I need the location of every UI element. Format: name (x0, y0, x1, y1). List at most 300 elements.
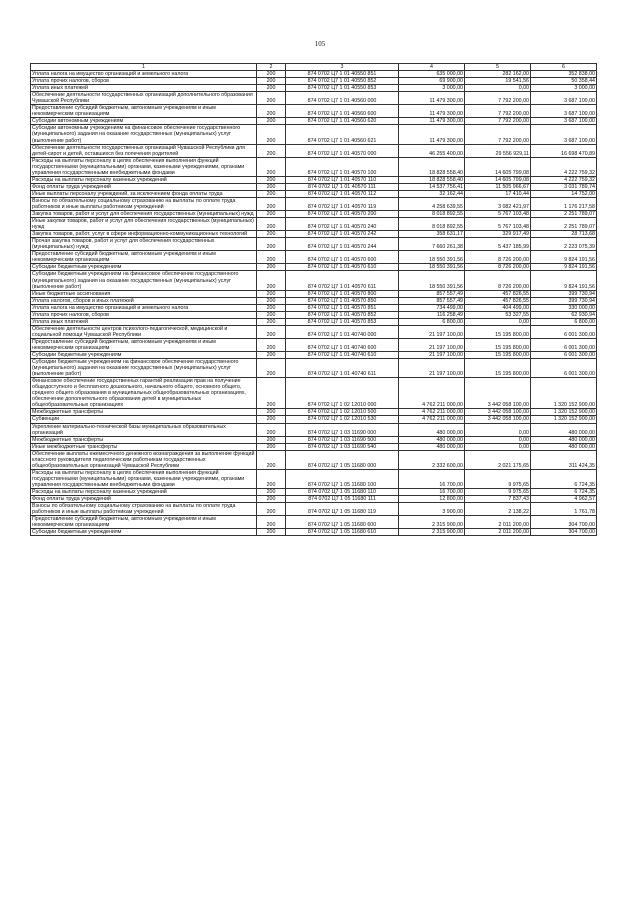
row-executed: 7 792 200,00 (465, 125, 531, 144)
row-budget-code: 874 0702 Ц7 1 01 40740 610 (286, 352, 399, 359)
row-approved: 12 800,00 (399, 496, 465, 503)
row-budget-code: 874 0702 Ц7 1 01 40570 000 (286, 144, 399, 157)
row-description: Прочая закупка товаров, работ и услуг для обеспечения государственных (муниципальных) нужд (31, 238, 257, 251)
row-executed: 7 792 200,00 (465, 105, 531, 118)
row-unexecuted: 4 222 759,32 (531, 176, 597, 183)
row-executed: 457 826,55 (465, 290, 531, 297)
table-row (31, 450, 597, 469)
row-approved: 18 828 558,40 (399, 176, 465, 183)
row-executed: 17 410,44 (465, 190, 531, 197)
row-approved: 16 700,00 (399, 489, 465, 496)
row-unexecuted: 3 687 100,00 (531, 118, 597, 125)
row-unexecuted: 3 687 100,00 (531, 125, 597, 144)
row-admin-code: 200 (257, 190, 286, 197)
row-description: Фонд оплаты труда учреждений (31, 496, 257, 503)
row-unexecuted: 1 761,78 (531, 503, 597, 516)
row-executed: 9 975,65 (465, 489, 531, 496)
row-executed: 0,00 (465, 423, 531, 436)
row-description: Финансовое обеспечение государственных гарантий реализации прав на получение общедоступного и бесплатного дошкольного, начального общего, основного общего, среднего общего образования в муниципальных общеобразовательных организациях, обеспечение дополнительного образования детей в муниципальных общеобразовательных организациях (31, 378, 257, 409)
row-executed: 3 442 058 100,00 (465, 378, 531, 409)
row-budget-code: 874 0702 Ц7 1 02 12010 500 (286, 409, 399, 416)
row-unexecuted: 3 031 789,74 (531, 183, 597, 190)
row-executed: 0,00 (465, 436, 531, 443)
row-unexecuted: 50 358,44 (531, 78, 597, 85)
row-admin-code: 200 (257, 85, 286, 92)
row-executed: 5 767 103,48 (465, 211, 531, 218)
table-row (31, 85, 597, 92)
row-admin-code: 200 (257, 311, 286, 318)
row-unexecuted: 352 838,00 (531, 71, 597, 78)
table-row (31, 496, 597, 503)
row-description: Обеспечение деятельности государственных организаций дополнительного образования Чувашской Республики (31, 92, 257, 105)
row-approved: 7 660 261,38 (399, 238, 465, 251)
row-admin-code: 200 (257, 489, 286, 496)
row-admin-code: 200 (257, 238, 286, 251)
row-budget-code: 874 0702 Ц7 1 05 11680 110 (286, 489, 399, 496)
row-executed: 457 826,55 (465, 297, 531, 304)
row-description: Предоставление субсидий бюджетным, автономным учреждениям и иным некоммерческим организациям (31, 105, 257, 118)
table-row (31, 92, 597, 105)
row-approved: 857 557,49 (399, 290, 465, 297)
table-body (31, 71, 597, 536)
table-row (31, 176, 597, 183)
row-unexecuted: 2 223 075,39 (531, 238, 597, 251)
row-unexecuted: 480 000,00 (531, 443, 597, 450)
table-row (31, 359, 597, 378)
row-approved: 14 537 756,41 (399, 183, 465, 190)
row-unexecuted: 4 222 759,32 (531, 157, 597, 176)
row-budget-code: 874 0702 Ц7 1 05 11680 100 (286, 469, 399, 488)
row-budget-code: 874 0702 Ц7 1 01 40560 621 (286, 125, 399, 144)
row-admin-code: 200 (257, 503, 286, 516)
row-executed: 53 327,55 (465, 311, 531, 318)
row-unexecuted: 2 251 789,07 (531, 218, 597, 231)
row-unexecuted: 1 176 217,58 (531, 197, 597, 210)
row-description: Расходы на выплаты персоналу казенных учреждений (31, 176, 257, 183)
row-description: Субвенции (31, 416, 257, 423)
row-executed: 2 021 175,65 (465, 450, 531, 469)
row-approved: 18 550 391,56 (399, 251, 465, 264)
row-executed: 282 162,00 (465, 71, 531, 78)
table-row (31, 271, 597, 290)
row-unexecuted: 311 424,35 (531, 450, 597, 469)
table-row (31, 304, 597, 311)
row-description: Фонд оплаты труда учреждений (31, 183, 257, 190)
table-row (31, 489, 597, 496)
table-row (31, 318, 597, 325)
row-description: Укрепление материально-технической базы муниципальных образовательных организаций (31, 423, 257, 436)
row-executed: 14 605 799,08 (465, 157, 531, 176)
row-approved: 4 762 211 000,00 (399, 409, 465, 416)
row-budget-code: 874 0702 Ц7 1 01 40570 111 (286, 183, 399, 190)
row-approved: 18 550 391,56 (399, 264, 465, 271)
row-approved: 11 479 300,00 (399, 118, 465, 125)
row-description: Обеспечение деятельности государственных организаций Чувашской Республики для детей-сирот и детей, оставшихся без попечения родителей (31, 144, 257, 157)
row-budget-code: 874 0702 Ц7 1 03 11690 500 (286, 436, 399, 443)
row-description: Субсидии бюджетным учреждениям (31, 264, 257, 271)
row-description: Расходы на выплаты персоналу в целях обеспечения выполнения функций государственными (муниципальными) органами, казенными учреждениями, органами управления государственными внебюджетными фондами (31, 157, 257, 176)
row-admin-code: 200 (257, 290, 286, 297)
row-unexecuted: 1 320 152 900,00 (531, 378, 597, 409)
row-admin-code: 200 (257, 231, 286, 238)
row-admin-code: 200 (257, 443, 286, 450)
row-unexecuted: 2 251 789,07 (531, 211, 597, 218)
row-approved: 6 800,00 (399, 318, 465, 325)
table-row (31, 78, 597, 85)
row-executed: 19 541,56 (465, 78, 531, 85)
table-row (31, 325, 597, 338)
row-admin-code: 200 (257, 378, 286, 409)
row-budget-code: 874 0702 Ц7 1 01 40570 244 (286, 238, 399, 251)
row-admin-code: 200 (257, 125, 286, 144)
table-row (31, 251, 597, 264)
row-budget-code: 874 0702 Ц7 1 01 40570 800 (286, 290, 399, 297)
row-executed: 329 917,49 (465, 231, 531, 238)
row-unexecuted: 480 000,00 (531, 436, 597, 443)
row-unexecuted: 6 724,35 (531, 469, 597, 488)
row-approved: 21 197 100,00 (399, 352, 465, 359)
row-description: Иные закупки товаров, работ и услуг для обеспечения государственных (муниципальных) нужд (31, 218, 257, 231)
row-budget-code: 874 0702 Ц7 1 01 40570 600 (286, 251, 399, 264)
row-budget-code: 874 0702 Ц7 1 05 11680 000 (286, 450, 399, 469)
row-unexecuted: 399 730,94 (531, 290, 597, 297)
row-approved: 857 557,49 (399, 297, 465, 304)
row-approved: 3 000,00 (399, 85, 465, 92)
table-row (31, 144, 597, 157)
row-approved: 21 197 100,00 (399, 325, 465, 338)
column-header: 3 (286, 64, 399, 71)
row-description: Уплата налога на имущество организаций и земельного налога (31, 304, 257, 311)
row-budget-code: 874 0702 Ц7 1 01 40570 112 (286, 190, 399, 197)
row-admin-code: 200 (257, 264, 286, 271)
page-number: 105 (314, 40, 326, 48)
table-row (31, 529, 597, 536)
row-budget-code: 874 0702 Ц7 1 01 40570 850 (286, 297, 399, 304)
row-approved: 480 000,00 (399, 443, 465, 450)
row-budget-code: 874 0702 Ц7 1 01 40570 853 (286, 318, 399, 325)
row-budget-code: 874 0702 Ц7 1 01 40570 100 (286, 157, 399, 176)
row-budget-code: 874 0702 Ц7 1 01 40560 620 (286, 118, 399, 125)
row-unexecuted: 28 713,68 (531, 231, 597, 238)
row-executed: 15 195 800,00 (465, 352, 531, 359)
row-admin-code: 200 (257, 450, 286, 469)
row-unexecuted: 480 000,00 (531, 423, 597, 436)
row-approved: 18 828 558,40 (399, 157, 465, 176)
row-unexecuted: 6 800,00 (531, 318, 597, 325)
row-executed: 8 726 200,00 (465, 251, 531, 264)
table-row (31, 157, 597, 176)
row-executed: 7 837,43 (465, 496, 531, 503)
row-description: Субсидии бюджетным учреждениям на финансовое обеспечение государственного (муниципального) задания на оказание государственных (муниципальных) услуг (выполнение работ) (31, 359, 257, 378)
row-unexecuted: 6 724,35 (531, 489, 597, 496)
row-budget-code: 874 0702 Ц7 1 02 12010 000 (286, 378, 399, 409)
row-approved: 734 499,00 (399, 304, 465, 311)
row-executed: 3 442 058 100,00 (465, 416, 531, 423)
row-executed: 7 792 200,00 (465, 92, 531, 105)
row-admin-code: 200 (257, 271, 286, 290)
row-description: Субсидии автономным учреждениям на финансовое обеспечение государственного (муниципального) задания на оказание государственных (муниципальных) услуг (выполнение работ) (31, 125, 257, 144)
row-description: Уплата иных платежей (31, 85, 257, 92)
table-row (31, 297, 597, 304)
table-row (31, 516, 597, 529)
row-admin-code: 200 (257, 423, 286, 436)
row-approved: 2 315 900,00 (399, 516, 465, 529)
row-approved: 11 479 300,00 (399, 92, 465, 105)
row-executed: 15 195 800,00 (465, 338, 531, 351)
column-header: 5 (465, 64, 531, 71)
row-approved: 11 479 300,00 (399, 105, 465, 118)
table-row (31, 409, 597, 416)
row-description: Субсидии бюджетным учреждениям (31, 529, 257, 536)
row-executed: 5 767 103,48 (465, 218, 531, 231)
row-unexecuted: 399 730,94 (531, 297, 597, 304)
row-budget-code: 874 0702 Ц7 1 01 40550 853 (286, 85, 399, 92)
table-row (31, 443, 597, 450)
row-admin-code: 200 (257, 304, 286, 311)
row-approved: 21 197 100,00 (399, 338, 465, 351)
row-approved: 635 000,00 (399, 71, 465, 78)
table-row (31, 211, 597, 218)
table-row (31, 238, 597, 251)
row-budget-code: 874 0702 Ц7 1 01 40740 600 (286, 338, 399, 351)
row-admin-code: 200 (257, 144, 286, 157)
table-row (31, 352, 597, 359)
table-row (31, 436, 597, 443)
row-admin-code: 200 (257, 338, 286, 351)
row-budget-code: 874 0702 Ц7 1 01 40570 110 (286, 176, 399, 183)
row-unexecuted: 6 001 300,00 (531, 325, 597, 338)
row-admin-code: 200 (257, 469, 286, 488)
row-admin-code: 200 (257, 416, 286, 423)
row-description: Предоставление субсидий бюджетным, автономным учреждениям и иным некоммерческим организациям (31, 251, 257, 264)
row-description: Иные межбюджетные трансферты (31, 443, 257, 450)
row-unexecuted: 62 930,94 (531, 311, 597, 318)
row-budget-code: 874 0702 Ц7 1 01 40570 611 (286, 271, 399, 290)
row-approved: 21 197 100,00 (399, 359, 465, 378)
table-row (31, 231, 597, 238)
row-executed: 9 975,65 (465, 469, 531, 488)
row-admin-code: 200 (257, 359, 286, 378)
row-budget-code: 874 0702 Ц7 1 03 11690 540 (286, 443, 399, 450)
row-admin-code: 200 (257, 183, 286, 190)
row-unexecuted: 6 001 300,00 (531, 352, 597, 359)
row-executed: 14 605 799,08 (465, 176, 531, 183)
table-row (31, 118, 597, 125)
row-admin-code: 200 (257, 352, 286, 359)
row-unexecuted: 1 320 152 900,00 (531, 409, 597, 416)
row-executed: 8 726 200,00 (465, 271, 531, 290)
row-budget-code: 874 0702 Ц7 1 01 40570 851 (286, 304, 399, 311)
row-approved: 4 258 639,55 (399, 197, 465, 210)
table-row (31, 423, 597, 436)
row-unexecuted: 3 687 100,00 (531, 92, 597, 105)
row-budget-code: 874 0702 Ц7 1 05 11680 610 (286, 529, 399, 536)
row-admin-code: 200 (257, 211, 286, 218)
row-admin-code: 200 (257, 176, 286, 183)
table-row (31, 183, 597, 190)
row-admin-code: 200 (257, 297, 286, 304)
row-executed: 29 556 929,11 (465, 144, 531, 157)
row-budget-code: 874 0702 Ц7 1 01 40570 119 (286, 197, 399, 210)
row-budget-code: 874 0702 Ц7 1 01 40570 610 (286, 264, 399, 271)
table-row (31, 71, 597, 78)
row-description: Расходы на выплаты персоналу казенных учреждений (31, 489, 257, 496)
row-executed: 0,00 (465, 318, 531, 325)
row-approved: 32 162,44 (399, 190, 465, 197)
row-admin-code: 200 (257, 318, 286, 325)
table-row (31, 469, 597, 488)
row-unexecuted: 304 700,00 (531, 529, 597, 536)
row-executed: 0,00 (465, 443, 531, 450)
row-executed: 2 138,22 (465, 503, 531, 516)
row-unexecuted: 304 700,00 (531, 516, 597, 529)
row-unexecuted: 1 320 152 900,00 (531, 416, 597, 423)
row-description: Уплата прочих налогов, сборов (31, 78, 257, 85)
row-description: Субсидии бюджетным учреждениям (31, 352, 257, 359)
row-approved: 18 550 391,56 (399, 271, 465, 290)
column-header: 2 (257, 64, 286, 71)
row-executed: 15 195 800,00 (465, 359, 531, 378)
row-budget-code: 874 0702 Ц7 1 05 11680 111 (286, 496, 399, 503)
row-description: Иные выплаты персоналу учреждений, за исключением фонда оплаты труда (31, 190, 257, 197)
row-unexecuted: 4 962,57 (531, 496, 597, 503)
row-budget-code: 874 0702 Ц7 1 01 40550 852 (286, 78, 399, 85)
row-approved: 3 900,00 (399, 503, 465, 516)
row-description: Уплата иных платежей (31, 318, 257, 325)
row-approved: 2 332 600,00 (399, 450, 465, 469)
row-approved: 69 900,00 (399, 78, 465, 85)
row-admin-code: 200 (257, 218, 286, 231)
row-description: Субсидии автономным учреждениям (31, 118, 257, 125)
row-budget-code: 874 0702 Ц7 1 01 40560 000 (286, 92, 399, 105)
table-row (31, 125, 597, 144)
row-unexecuted: 9 824 191,56 (531, 271, 597, 290)
row-unexecuted: 330 000,00 (531, 304, 597, 311)
row-description: Закупка товаров, работ и услуг для обеспечения государственных (муниципальных) нужд (31, 211, 257, 218)
column-header: 1 (31, 64, 257, 71)
table-row (31, 416, 597, 423)
table-row (31, 311, 597, 318)
row-executed: 7 792 200,00 (465, 118, 531, 125)
row-executed: 15 195 800,00 (465, 325, 531, 338)
row-description: Уплата налогов, сборов и иных платежей (31, 297, 257, 304)
row-admin-code: 200 (257, 251, 286, 264)
row-admin-code: 200 (257, 92, 286, 105)
row-unexecuted: 3 687 100,00 (531, 105, 597, 118)
row-description: Обеспечение выплаты ежемесячного денежного вознаграждения за выполнение функций классного руководителя педагогическим работникам государственных общеобразовательных организаций Чувашской Республики (31, 450, 257, 469)
row-description: Иные бюджетные ассигнования (31, 290, 257, 297)
row-approved: 4 762 211 000,00 (399, 416, 465, 423)
row-admin-code: 200 (257, 529, 286, 536)
row-admin-code: 200 (257, 197, 286, 210)
row-description: Межбюджетные трансферты (31, 436, 257, 443)
row-description: Уплата прочих налогов, сборов (31, 311, 257, 318)
table-row (31, 218, 597, 231)
row-budget-code: 874 0702 Ц7 1 05 11680 119 (286, 503, 399, 516)
row-approved: 8 018 892,55 (399, 211, 465, 218)
row-description: Уплата налога на имущество организаций и земельного налога (31, 71, 257, 78)
row-unexecuted: 6 001 300,00 (531, 359, 597, 378)
row-executed: 3 442 058 100,00 (465, 409, 531, 416)
row-budget-code: 874 0702 Ц7 1 01 40550 851 (286, 71, 399, 78)
table-row (31, 338, 597, 351)
row-description: Взносы по обязательному социальному страхованию на выплаты по оплате труда работников и иные выплаты работникам учреждений (31, 503, 257, 516)
row-description: Взносы по обязательному социальному страхованию на выплаты по оплате труда работников и иные выплаты работникам учреждений (31, 197, 257, 210)
row-approved: 480 000,00 (399, 436, 465, 443)
row-unexecuted: 16 698 470,89 (531, 144, 597, 157)
row-unexecuted: 9 824 191,56 (531, 251, 597, 264)
row-executed: 0,00 (465, 85, 531, 92)
row-admin-code: 200 (257, 118, 286, 125)
row-approved: 116 258,49 (399, 311, 465, 318)
row-admin-code: 200 (257, 71, 286, 78)
row-executed: 404 499,00 (465, 304, 531, 311)
row-description: Межбюджетные трансферты (31, 409, 257, 416)
row-budget-code: 874 0702 Ц7 1 01 40740 611 (286, 359, 399, 378)
row-budget-code: 874 0702 Ц7 1 02 12010 530 (286, 416, 399, 423)
row-executed: 11 505 966,67 (465, 183, 531, 190)
row-unexecuted: 3 000,00 (531, 85, 597, 92)
table-row (31, 190, 597, 197)
budget-table (30, 63, 597, 536)
row-admin-code: 200 (257, 409, 286, 416)
row-unexecuted: 9 824 191,56 (531, 264, 597, 271)
row-description: Обеспечение деятельности центров психолого-педагогической, медицинской и социальной помощи Чувашской Республики (31, 325, 257, 338)
row-description: Предоставление субсидий бюджетным, автономным учреждениям и иным некоммерческим организациям (31, 338, 257, 351)
row-admin-code: 200 (257, 496, 286, 503)
row-budget-code: 874 0702 Ц7 1 01 40560 600 (286, 105, 399, 118)
row-budget-code: 874 0702 Ц7 1 03 11690 000 (286, 423, 399, 436)
row-admin-code: 200 (257, 516, 286, 529)
row-approved: 358 631,17 (399, 231, 465, 238)
row-budget-code: 874 0702 Ц7 1 01 40570 200 (286, 211, 399, 218)
row-executed: 8 726 200,00 (465, 264, 531, 271)
table-row (31, 197, 597, 210)
table-row (31, 503, 597, 516)
table-header-row (31, 64, 597, 71)
row-approved: 11 479 300,00 (399, 125, 465, 144)
row-admin-code: 200 (257, 105, 286, 118)
table-row (31, 290, 597, 297)
row-description: Закупка товаров, работ, услуг в сфере информационно-коммуникационных технологий (31, 231, 257, 238)
row-approved: 480 000,00 (399, 423, 465, 436)
row-unexecuted: 14 752,00 (531, 190, 597, 197)
row-admin-code: 200 (257, 436, 286, 443)
row-executed: 3 082 421,97 (465, 197, 531, 210)
row-admin-code: 200 (257, 78, 286, 85)
table-row (31, 264, 597, 271)
row-approved: 16 700,00 (399, 469, 465, 488)
row-approved: 2 315 900,00 (399, 529, 465, 536)
row-budget-code: 874 0702 Ц7 1 01 40570 242 (286, 231, 399, 238)
column-header: 6 (531, 64, 597, 71)
row-budget-code: 874 0702 Ц7 1 01 40570 240 (286, 218, 399, 231)
row-budget-code: 874 0702 Ц7 1 01 40740 000 (286, 325, 399, 338)
row-budget-code: 874 0702 Ц7 1 05 11680 600 (286, 516, 399, 529)
row-approved: 4 762 211 000,00 (399, 378, 465, 409)
row-executed: 2 011 200,00 (465, 516, 531, 529)
row-description: Предоставление субсидий бюджетным, автономным учреждениям и иным некоммерческим организациям (31, 516, 257, 529)
table-row (31, 378, 597, 409)
table-row (31, 105, 597, 118)
row-description: Субсидии бюджетным учреждениям на финансовое обеспечение государственного (муниципального) задания на оказание государственных (муниципальных) услуг (выполнение работ) (31, 271, 257, 290)
row-executed: 5 437 185,99 (465, 238, 531, 251)
row-admin-code: 200 (257, 157, 286, 176)
row-approved: 8 018 892,55 (399, 218, 465, 231)
row-executed: 2 011 200,00 (465, 529, 531, 536)
row-budget-code: 874 0702 Ц7 1 01 40570 852 (286, 311, 399, 318)
row-admin-code: 200 (257, 325, 286, 338)
